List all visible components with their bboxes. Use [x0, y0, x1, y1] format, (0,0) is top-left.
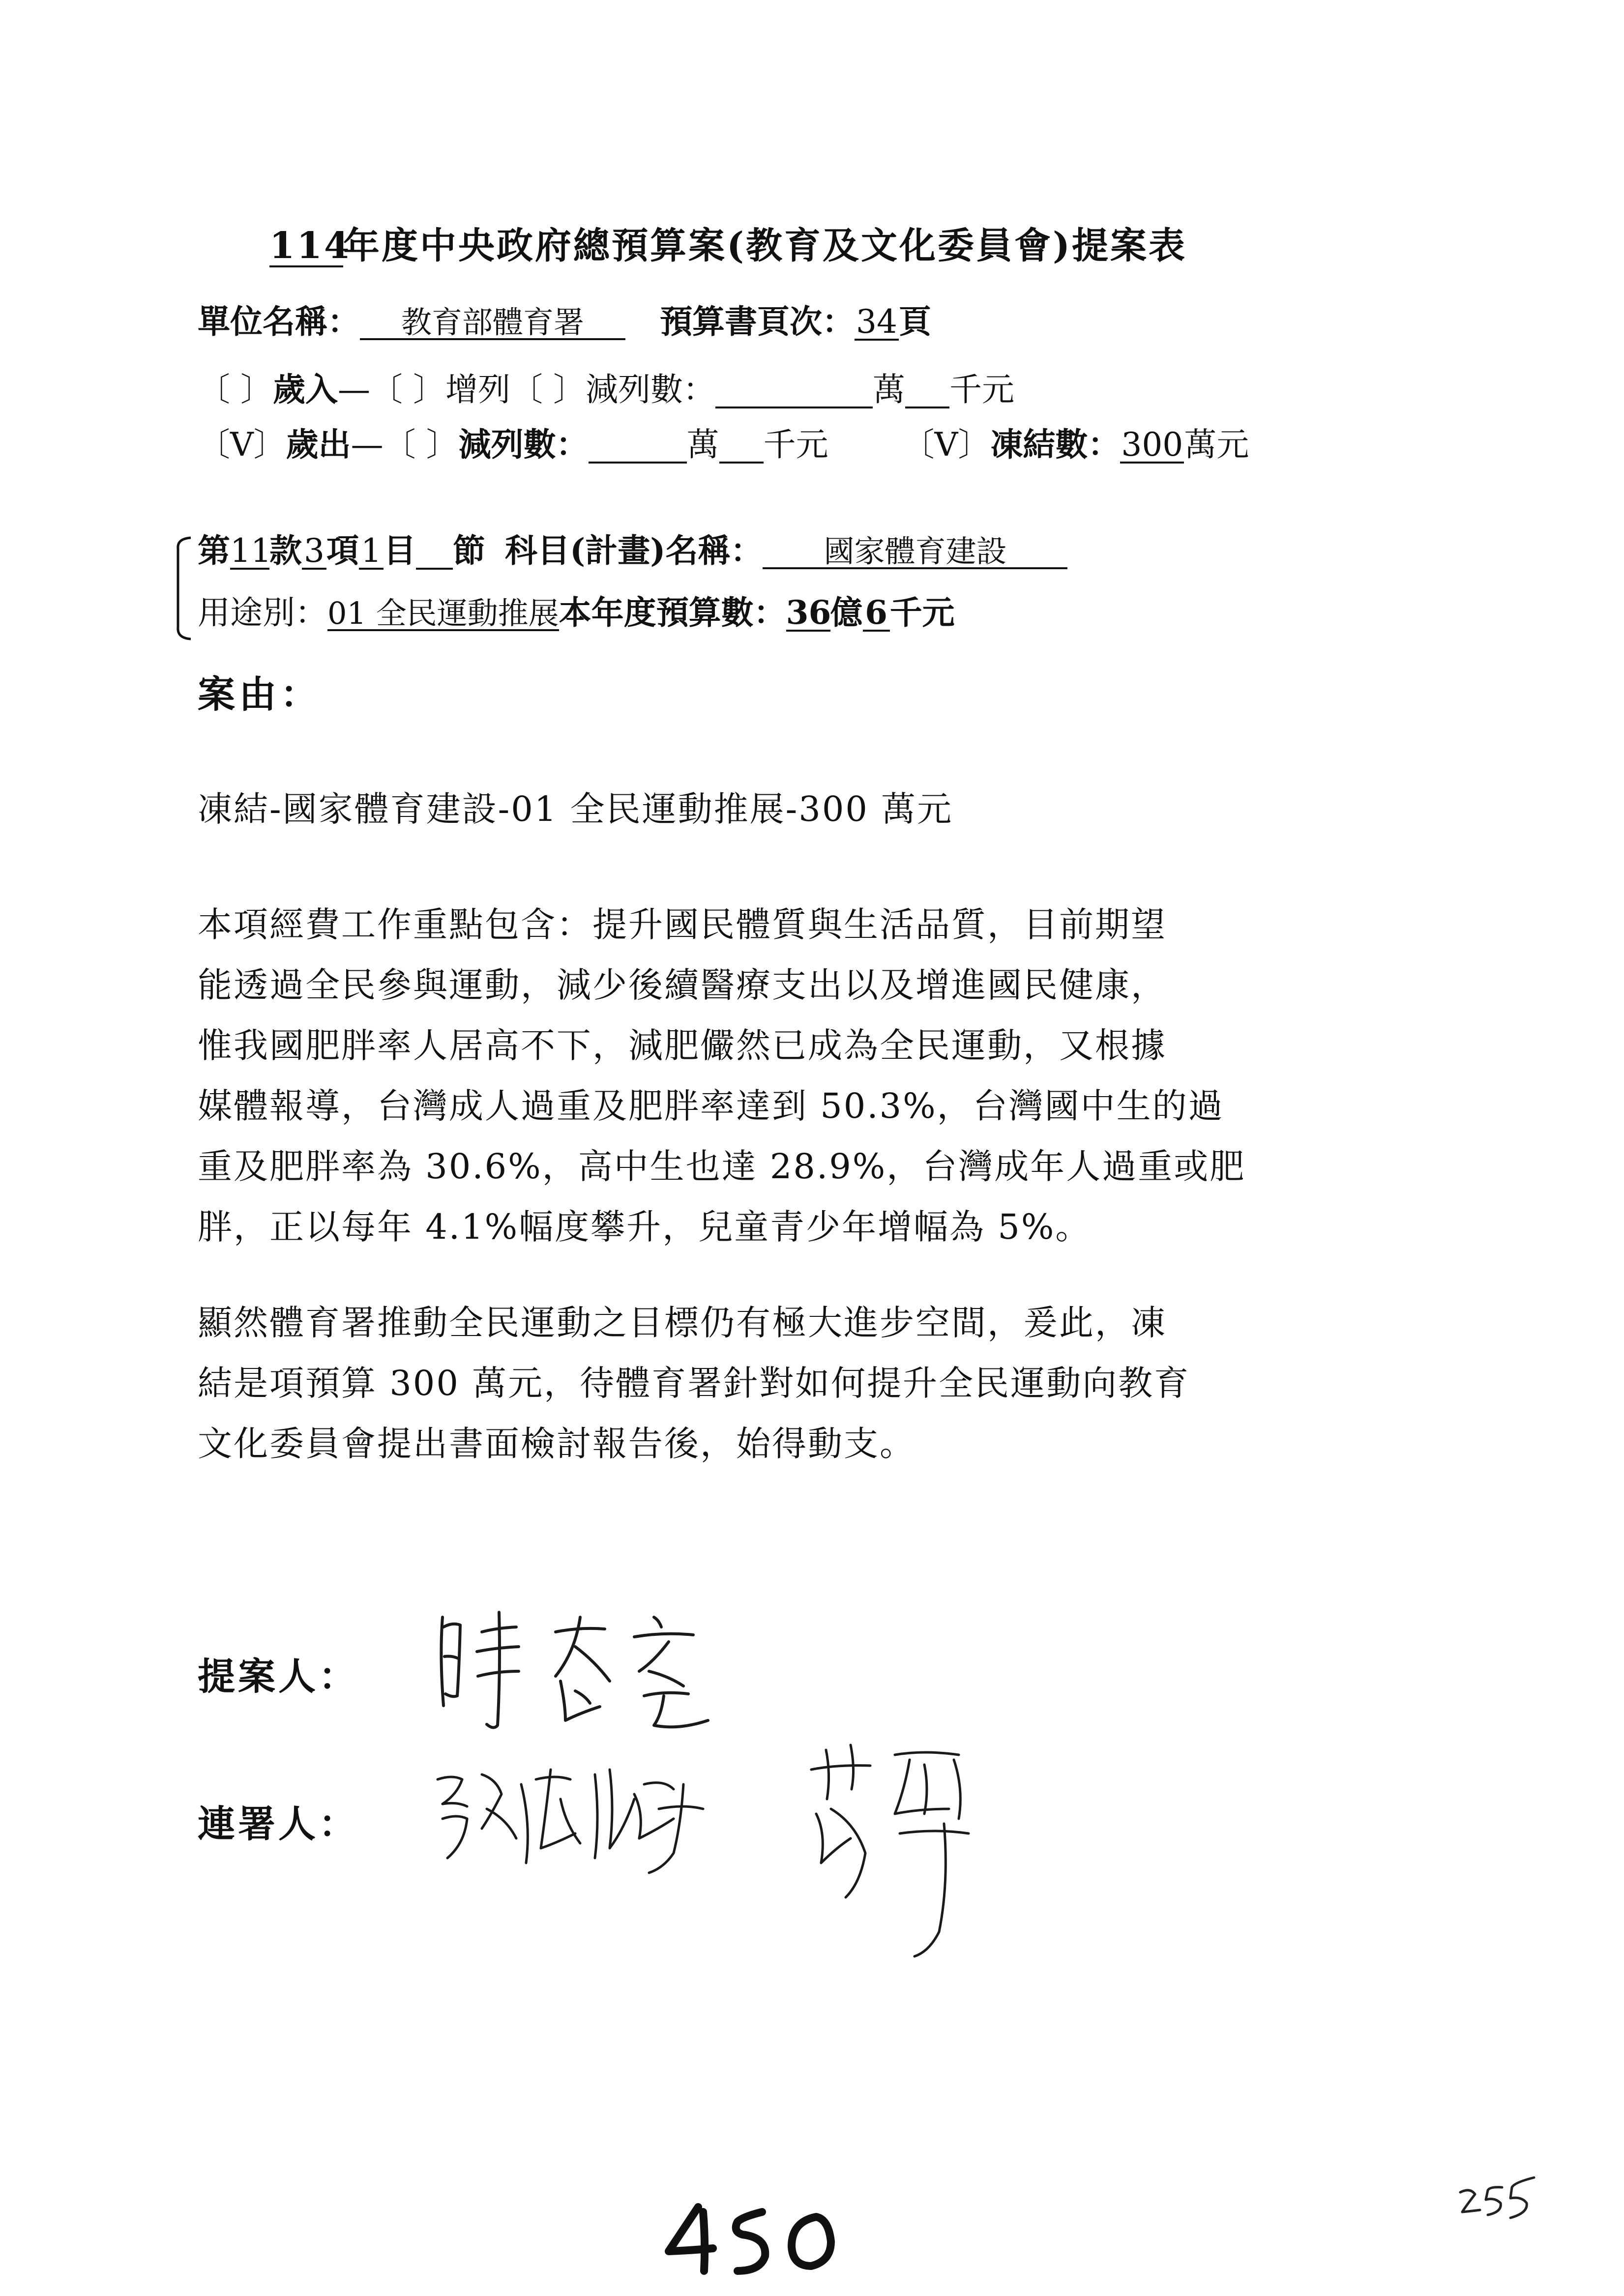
expenditure-label: 歲出 — [286, 425, 351, 464]
expenditure-decrease-checkbox: 〔 〕 — [383, 426, 459, 464]
reason-line: 重及肥胖率為 30.6%，高中生也達 28.9%，台灣成年人過重或肥 — [198, 1146, 1246, 1187]
purpose-value: 01 全民運動推展 — [327, 595, 559, 631]
corner-handwritten-mark — [1455, 2173, 1544, 2227]
revenue-increase-label: 增列 — [445, 371, 510, 408]
xiang-value: 3 — [302, 534, 326, 570]
left-bracket — [173, 534, 193, 642]
expenditure-wan-label: 萬 — [686, 426, 719, 464]
conclusion-line: 結是項預算 300 萬元，待體育署針對如何提升全民運動向教育 — [198, 1363, 1190, 1403]
cosigner-signature-1 — [428, 1750, 742, 1878]
handwritten-page-number — [659, 2197, 856, 2281]
revenue-row — [198, 370, 1014, 408]
revenue-dash: — — [337, 371, 370, 408]
expenditure-qian-blank — [719, 428, 764, 464]
purpose-row — [198, 593, 955, 632]
revenue-qian-label: 千元 — [949, 371, 1014, 408]
expenditure-qian-label: 千元 — [763, 426, 828, 464]
freeze-checkbox: 〔V〕 — [902, 426, 991, 464]
form-title — [269, 227, 1187, 267]
freeze-summary: 凍結-國家體育建設-01 全民運動推展-300 萬元 — [198, 789, 953, 829]
expenditure-decrease-label: 減列數： — [458, 425, 589, 464]
revenue-increase-checkbox: 〔 〕 — [370, 371, 445, 408]
unit-label: 單位名稱： — [198, 302, 360, 341]
revenue-wan-label: 萬 — [872, 371, 905, 408]
revenue-decrease-label: 減列數： — [585, 371, 715, 408]
form-title-text: 年度中央政府總預算案(教育及文化委員會)提案表 — [343, 225, 1187, 267]
jie-blank — [416, 534, 453, 570]
budget-page-suffix: 頁 — [899, 302, 931, 341]
xiang-label: 項 — [326, 531, 359, 570]
conclusion-paragraph — [198, 1293, 1407, 1474]
revenue-checkbox: 〔 〕 — [198, 371, 273, 408]
budget-item-row — [198, 531, 1067, 570]
annual-budget-qian: 6 — [863, 596, 890, 632]
subject-value: 國家體育建設 — [763, 535, 1067, 569]
revenue-wan-blank — [715, 373, 873, 408]
expenditure-dash: — — [351, 426, 384, 464]
fiscal-year: 114 — [269, 225, 352, 267]
kuan-value: 11 — [230, 532, 271, 570]
unit-row — [198, 302, 931, 341]
reason-line: 惟我國肥胖率人居高不下，減肥儼然已成為全民運動，又根據 — [198, 1025, 1167, 1066]
reason-line: 本項經費工作重點包含：提升國民體質與生活品質，目前期望 — [198, 904, 1167, 945]
jie-label: 節 — [453, 531, 485, 570]
qian-label: 千元 — [889, 593, 955, 632]
annual-budget-label: 本年度預算數： — [559, 593, 786, 632]
kuan-label: 款 — [269, 531, 302, 570]
yi-label: 億 — [830, 593, 863, 632]
case-label: 案由： — [198, 672, 322, 716]
mu-value: 1 — [359, 534, 384, 570]
expenditure-row — [198, 425, 1249, 464]
budget-page-value: 34 — [855, 305, 899, 341]
budget-page-label: 預算書頁次： — [660, 302, 855, 341]
revenue-decrease-checkbox: 〔 〕 — [510, 371, 586, 408]
reason-paragraph — [198, 895, 1407, 1257]
reason-line: 能透過全民參與運動，減少後續醫療支出以及增進國民健康， — [198, 965, 1167, 1005]
mu-label: 目 — [384, 531, 416, 570]
budget-item-prefix: 第 — [198, 531, 230, 570]
revenue-label: 歲入 — [272, 370, 338, 408]
unit-value: 教育部體育署 — [360, 306, 625, 340]
freeze-value: 300 — [1120, 428, 1184, 464]
conclusion-line: 顯然體育署推動全民運動之目標仍有極大進步空間，爰此，凍 — [198, 1303, 1167, 1343]
cosigner-signature-2 — [797, 1735, 1033, 1971]
reason-line: 胖，正以每年 4.1%幅度攀升，兒童青少年增幅為 5%。 — [198, 1207, 1092, 1247]
purpose-label: 用途別： — [198, 594, 327, 632]
annual-budget-yi: 36 — [786, 593, 831, 632]
cosigner-label: 連署人： — [198, 1802, 359, 1846]
expenditure-wan-blank — [589, 428, 687, 464]
proposer-label: 提案人： — [198, 1655, 359, 1698]
freeze-unit: 萬元 — [1184, 426, 1249, 464]
revenue-qian-blank — [905, 373, 949, 408]
proposer-signature — [433, 1598, 747, 1745]
conclusion-line: 文化委員會提出書面檢討報告後，始得動支。 — [198, 1424, 915, 1464]
freeze-label: 凍結數： — [990, 425, 1121, 464]
reason-line: 媒體報導，台灣成人過重及肥胖率達到 50.3%，台灣國中生的過 — [198, 1086, 1224, 1126]
subject-label: 科目(計畫)名稱： — [505, 531, 763, 570]
expenditure-checkbox: 〔V〕 — [198, 426, 286, 464]
